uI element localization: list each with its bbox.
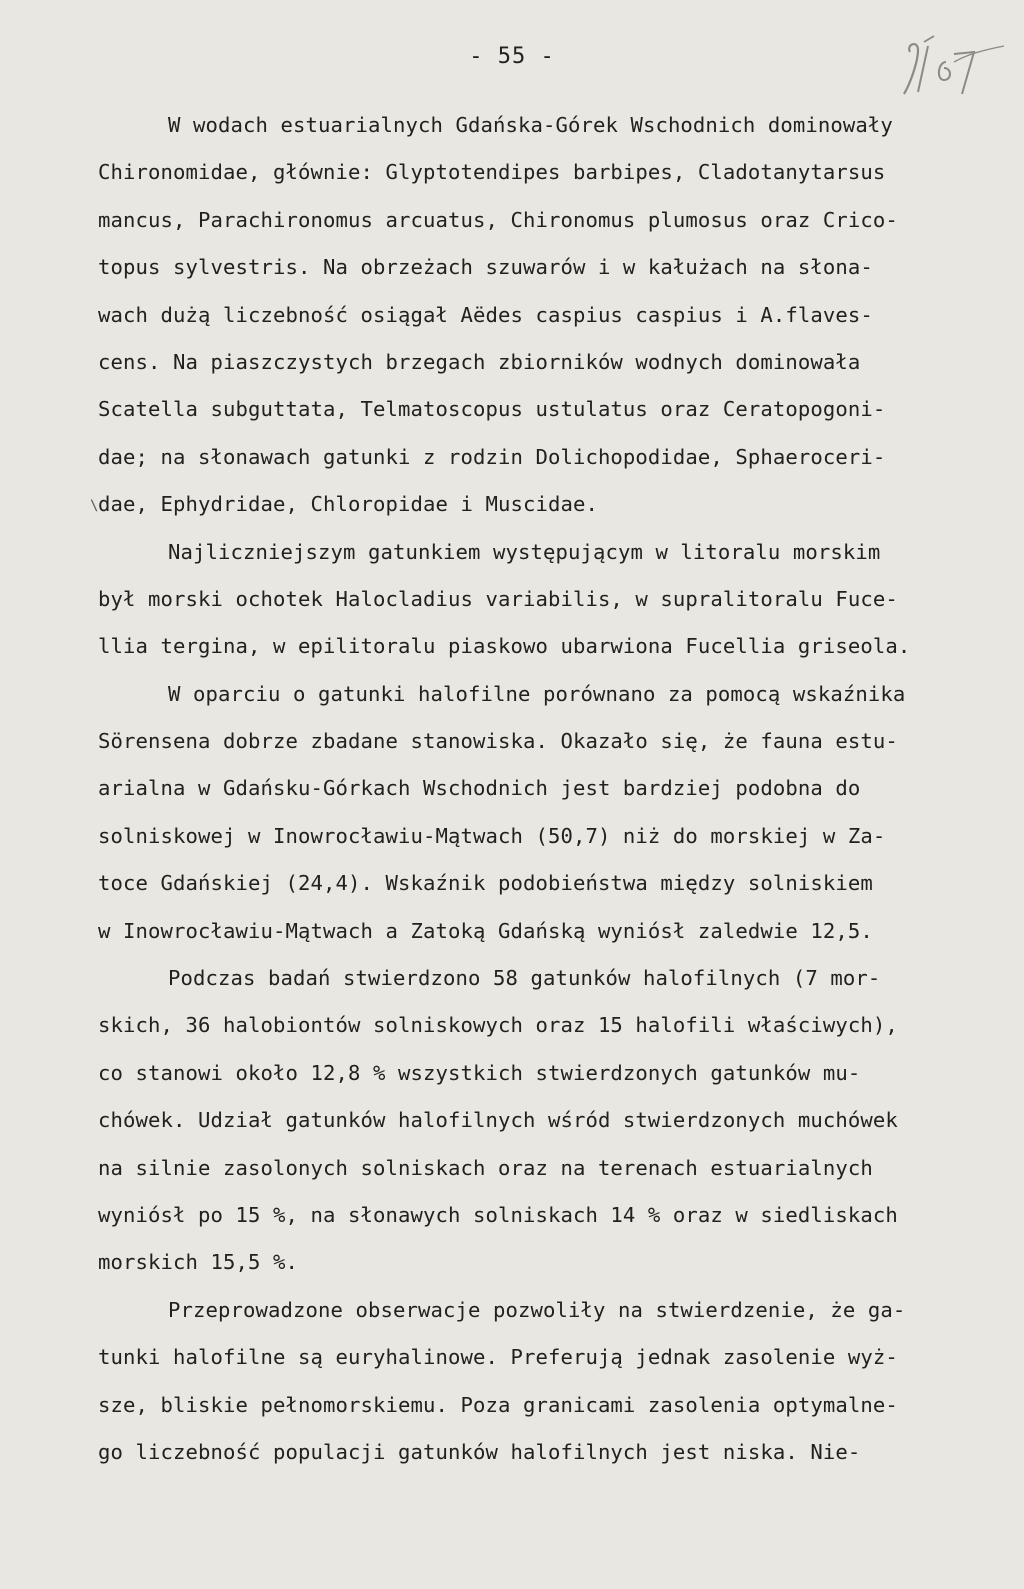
text-line: solniskowej w Inowrocławiu-Mątwach (50,7) niż do morskiej w Za-: [98, 823, 886, 848]
text-line: go liczebność populacji gatunków halofilnych jest niska. Nie-: [98, 1439, 861, 1464]
text-line: w Inowrocławiu-Mątwach a Zatoką Gdańską wyniósł zaledwie 12,5.: [98, 918, 873, 943]
handwritten-folio-mark: [888, 22, 1008, 102]
text-line: chówek. Udział gatunków halofilnych wśród stwierdzonych muchówek: [98, 1108, 898, 1133]
document-body: [98, 110, 998, 1484]
text-line: Scatella subguttata, Telmatoscopus ustulatus oraz Ceratopogoni-: [98, 397, 886, 422]
text-line: mancus, Parachironomus arcuatus, Chironomus plumosus oraz Crico-: [98, 207, 898, 232]
margin-mark: \: [90, 498, 99, 514]
text-line: Podczas badań stwierdzono 58 gatunków halofilnych (7 mor-: [168, 966, 881, 991]
text-line: dae, Ephydridae, Chloropidae i Muscidae.: [98, 492, 598, 517]
text-line: W wodach estuarialnych Gdańska-Górek Wschodnich dominowały: [168, 113, 893, 137]
text-line: Przeprowadzone obserwacje pozwoliły na stwierdzenie, że ga-: [168, 1297, 906, 1322]
text-line: arialna w Gdańsku-Górkach Wschodnich jest bardziej podobna do: [98, 776, 861, 801]
text-line: topus sylvestris. Na obrzeżach szuwarów i w kałużach na słona-: [98, 255, 873, 280]
text-line: Najliczniejszym gatunkiem występującym w litoralu morskim: [168, 539, 881, 564]
text-line: na silnie zasolonych solniskach oraz na terenach estuarialnych: [98, 1155, 873, 1180]
text-line: W oparciu o gatunki halofilne porównano za pomocą wskaźnika: [168, 681, 906, 706]
text-line: wyniósł po 15 %, na słonawych solniskach 14 % oraz w siedliskach: [98, 1202, 898, 1227]
text-line: dae; na słonawach gatunki z rodzin Dolichopodidae, Sphaeroceri-: [98, 444, 886, 469]
text-line: wach dużą liczebność osiągał Aëdes caspius caspius i A.flaves-: [98, 302, 873, 327]
text-line: Sörensena dobrze zbadane stanowiska. Okazało się, że fauna estu-: [98, 729, 898, 754]
text-line: tunki halofilne są euryhalinowe. Preferują jednak zasolenie wyż-: [98, 1345, 898, 1370]
text-line: cens. Na piaszczystych brzegach zbiorników wodnych dominowała: [98, 349, 861, 374]
text-line: sze, bliskie pełnomorskiemu. Poza granicami zasolenia optymalne-: [98, 1392, 898, 1417]
text-line: co stanowi około 12,8 % wszystkich stwierdzonych gatunków mu-: [98, 1060, 861, 1085]
text-line: skich, 36 halobiontów solniskowych oraz 15 halofili właściwych),: [98, 1013, 898, 1038]
page-number: - 55 -: [469, 44, 555, 69]
text-line: Chironomidae, głównie: Glyptotendipes barbipes, Cladotanytarsus: [98, 160, 886, 185]
text-line: morskich 15,5 %.: [98, 1250, 298, 1275]
text-line: llia tergina, w epilitoralu piaskowo ubarwiona Fucellia griseola.: [98, 634, 911, 659]
text-line: był morski ochotek Halocladius variabilis, w supralitoralu Fuce-: [98, 586, 898, 611]
text-line: toce Gdańskiej (24,4). Wskaźnik podobieństwa między solniskiem: [98, 871, 873, 896]
